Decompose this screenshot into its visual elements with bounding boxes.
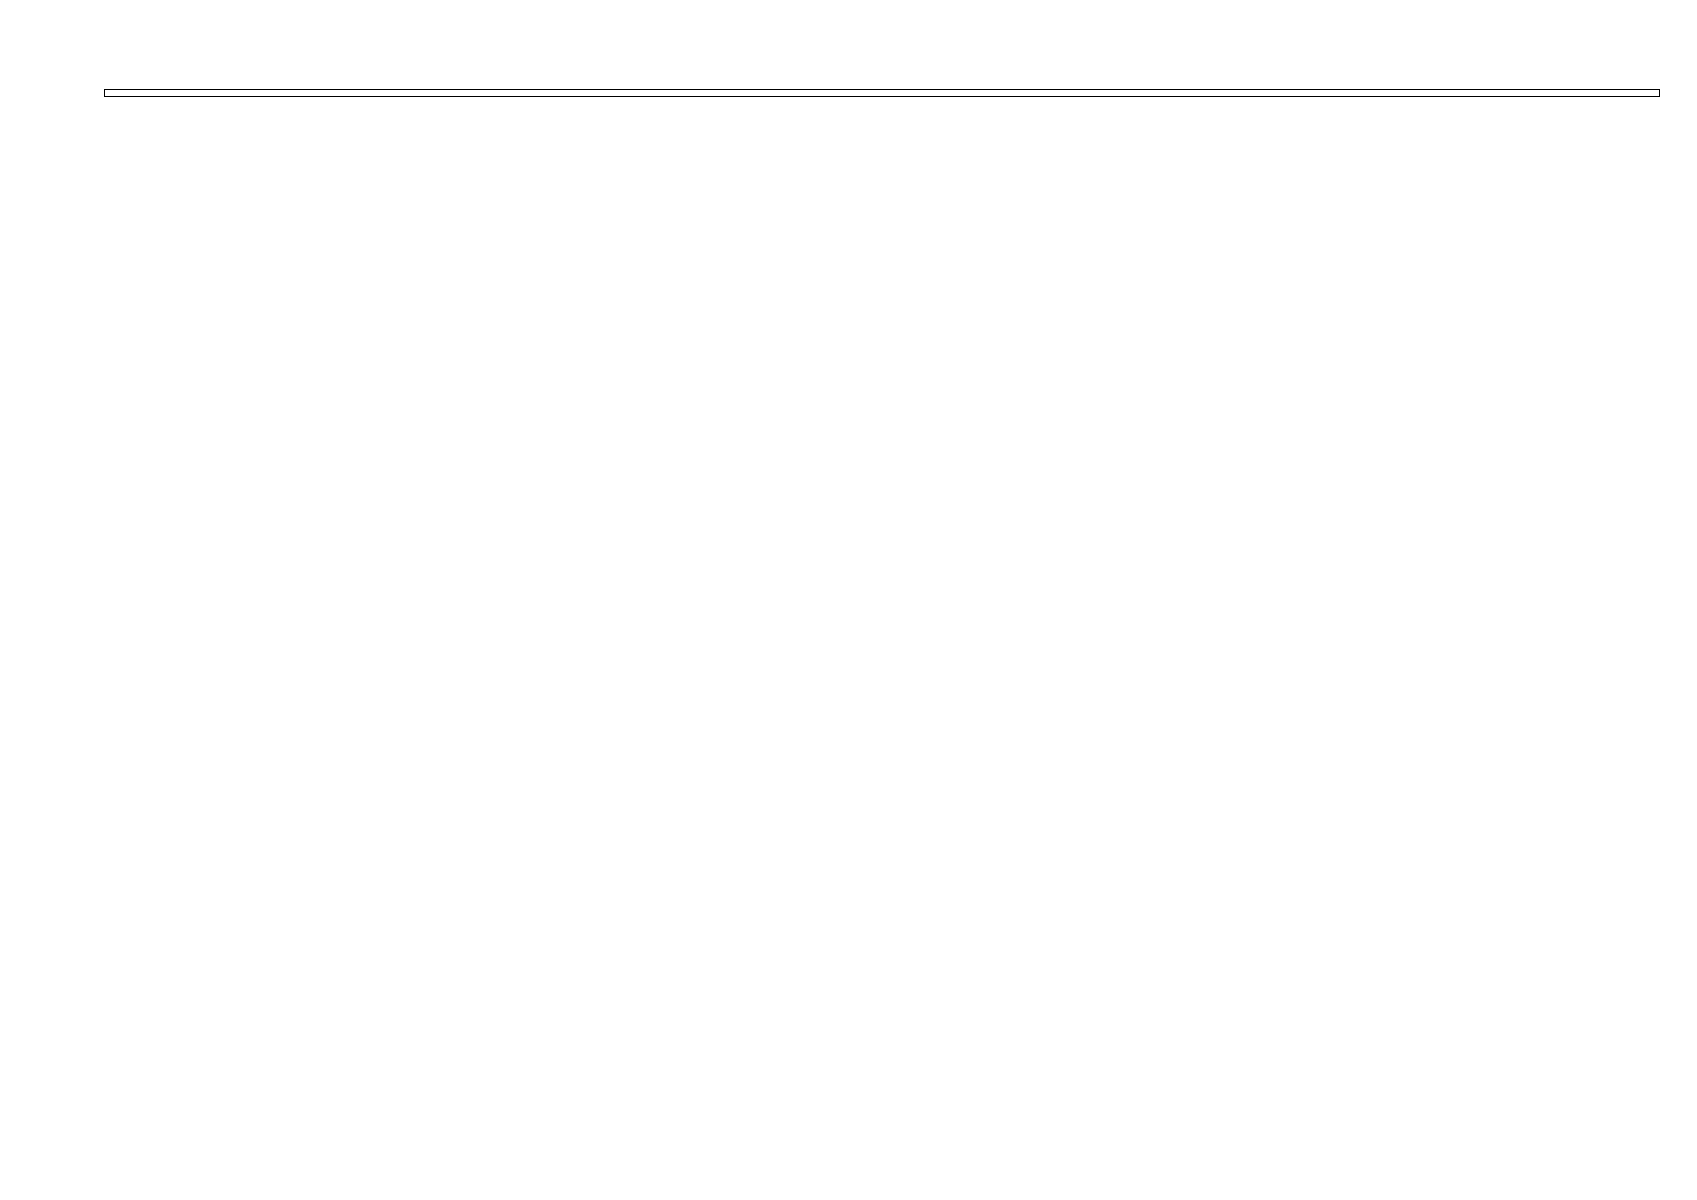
section-3 — [105, 90, 1660, 97]
section-3-header-row — [105, 90, 1660, 97]
salary-table — [104, 89, 1660, 97]
section-3-title — [105, 90, 1660, 97]
